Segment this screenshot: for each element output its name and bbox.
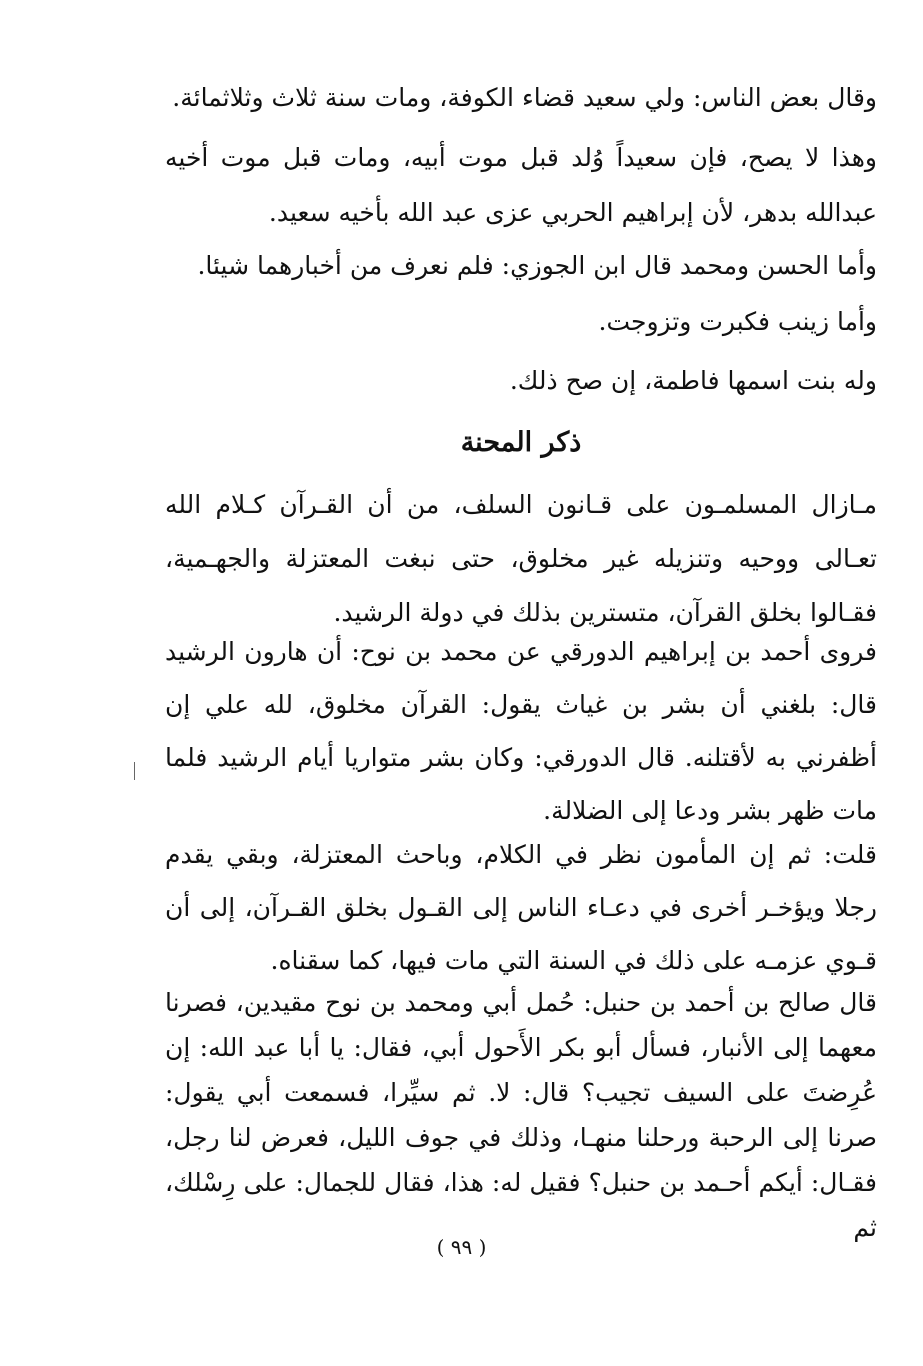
paragraph-4: وأما زينب فكبرت وتزوجت. — [598, 307, 877, 336]
page-number: ( ٩٩ ) — [436, 1235, 487, 1259]
paragraph-3: وأما الحسن ومحمد قال ابن الجوزي: فلم نعرف من أخبارهما شيئا. — [197, 251, 877, 280]
paragraph-1: وقال بعض الناس: ولي سعيد قضاء الكوفة، ومات سنة ثلاث وثلاثمائة. — [172, 83, 877, 112]
paragraph-2: وهذا لا يصح، فإن سعيداً وُلد قبل موت أبيه، ومات قبل موت أخيه عبدالله بدهر، لأن إبراهيم الحربي عزى عبد الله بأخيه سعيد. — [165, 143, 877, 227]
section-heading: ذكر المحنة — [460, 427, 582, 458]
section-paragraph-2: فروى أحمد بن إبراهيم الدورقي عن محمد بن نوح: أن هارون الرشيد قال: بلغني أن بشر بن غياث يقول: القرآن مخلوق، لله علي إن أظفرني به لأقتلنه. قال الدورقي: وكان بشر متواريا أيام الرشيد فلما مات ظهر بشر ودعا إلى الضلالة. — [165, 637, 877, 825]
paragraph-5: وله بنت اسمها فاطمة، إن صح ذلك. — [509, 366, 877, 395]
margin-mark — [134, 762, 135, 780]
section-paragraph-3: قلت: ثم إن المأمون نظر في الكلام، وباحث المعتزلة، وبقي يقدم رجلا ويؤخـر أخرى في دعـاء الناس إلى القـول بخلق القـرآن، إلى أن قـوي عزمـه على ذلك في السنة التي مات فيها، كما سقناه. — [165, 840, 877, 975]
section-paragraph-4: قال صالح بن أحمد بن حنبل: حُمل أبي ومحمد بن نوح مقيدين، فصرنا معهما إلى الأنبار، فسأل أبو بكر الأَحول أبي، فقال: يا أبا عبد الله: إن عُرِضتَ على السيف تجيب؟ قال: لا. ثم سيِّرا، فسمعت أبي يقول: صرنا إلى الرحبة ورحلنا منهـا، وذلك في جوف الليل، فعرض لنا رجل، فقـال: أيكم أحـمد بن حنبل؟ فقيل له: هذا، فقال للجمال: على رِسْلك، ثم — [165, 988, 877, 1242]
section-paragraph-1: مـازال المسلمـون على قـانون السلف، من أن القـرآن كـلام الله تعـالى ووحيه وتنزيله غير مخلوق، حتى نبغت المعتزلة والجهـمية، فقـالوا بخلق القرآن، متسترين بذلك في دولة الرشيد. — [165, 490, 877, 627]
